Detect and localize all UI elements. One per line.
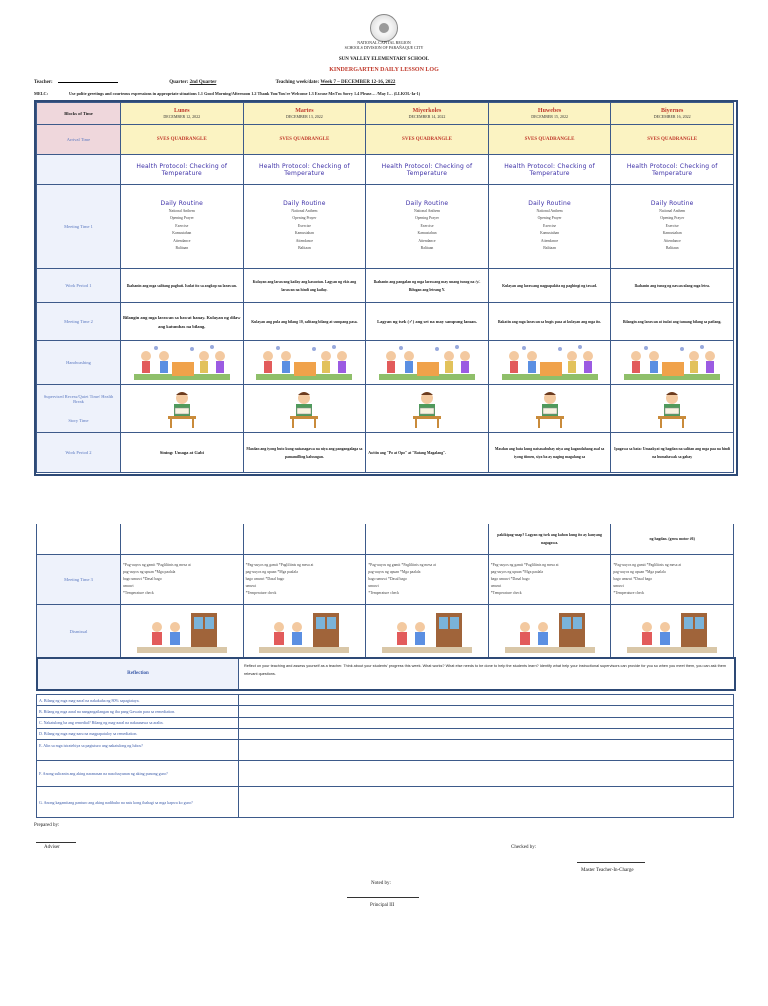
day-name: Lunes (173, 108, 190, 114)
meeting-time-3-cell (488, 554, 611, 604)
m3-item: umuwi (245, 583, 257, 588)
dismissal-art (243, 604, 366, 658)
story-time-art (121, 385, 244, 433)
principal-signature-line (347, 897, 419, 898)
day-date: DECEMBER 16, 2022 (653, 114, 691, 119)
log-title: KINDERGARTEN DAILY LESSON LOG (329, 67, 439, 73)
header-line: SCHOOLS DIVISION OF PARAÑAQUE CITY (344, 45, 424, 50)
work-period-1-label: Work Period 1 (37, 269, 121, 303)
dismissal-art (611, 604, 734, 658)
info-row (34, 80, 734, 85)
dismissal-art (121, 604, 244, 658)
daily-routine-cell (611, 185, 734, 269)
arrival-cell: SVES QUADRANGLE (366, 125, 489, 155)
question-label: A. Bilang ng mga mag-aaral na nakakuha ng 80% sapagtataya. (37, 695, 239, 706)
health-protocol-label-cell (37, 155, 121, 185)
m3-item: bago umuwi (490, 576, 510, 581)
m3-item: *Pagliliinis ng mesa at (278, 562, 314, 567)
arrival-cell: SVES QUADRANGLE (611, 125, 734, 155)
m3-item: umuwi (490, 583, 502, 588)
school-name: SUN VALLEY ELEMENTARY SCHOOL (338, 57, 430, 62)
handwashing-art (243, 341, 366, 385)
handwashing-art (611, 341, 734, 385)
carry-over-cell: pakikipag-usap? Lagyan ng tsek ang kahon kung ito ay kanyang nagagawa. (488, 524, 611, 554)
day-header-tuesday (243, 103, 366, 125)
m3-item: bago umuwi (368, 576, 388, 581)
meeting-time-2-cell: Bilangin ang larawan at isulat ang tamang bilang sa patlang. (611, 303, 734, 341)
melc-text: Use polite greetings and courteous expressions in appropriate situations 1.1 Good Morning/Afternoon 1.2 Thank You/You're Welcome 1.3 Excuse Me/I'm Sorry 1.4 Please… /May I… (LLKOL-Ia-1) (69, 91, 421, 96)
m3-item: *Pag-uuyos ng gamit (490, 562, 524, 567)
m3-item: pag-uuyos ng upuan (613, 569, 645, 574)
routine-item: Opening Prayer (292, 216, 317, 221)
reflection-label: Reflection (127, 671, 149, 676)
prepared-by: Prepared by: (34, 823, 60, 828)
story-time-art (243, 385, 366, 433)
m3-item: *Pag-uuyos ng gamit (368, 562, 401, 567)
question-label: F. Anong suliranin ang aking naranasan na nasolusyunan ng aking punong guro? (37, 760, 239, 787)
m3-item: *Pagliliinis ng mesa at (156, 562, 191, 567)
dismissal-art (488, 604, 611, 658)
lesson-log-table-page2 (36, 524, 734, 659)
daily-routine-title: Daily Routine (160, 200, 204, 208)
m3-item: *Dasal bago (510, 576, 530, 581)
m3-item: *Temperature check (613, 590, 645, 595)
routine-item: Balitaan (175, 246, 189, 251)
answer-field[interactable] (239, 787, 734, 818)
answer-field[interactable] (239, 728, 734, 739)
m3-item: *Pag-uuyos ng gamit (245, 562, 278, 567)
meeting-time-1-label: Meeting Time 1 (37, 185, 121, 269)
day-header-thursday (488, 103, 611, 125)
checked-by: Checked by: (511, 845, 537, 850)
m3-item: pag-uuyos ng upuan (123, 569, 154, 574)
meeting-time-2-cell: Bakatin ang mga larawan sa bugis pasa at kulayan ang mga ito. (488, 303, 611, 341)
health-protocol-cell: Health Protocol: Checking of Temperature (488, 155, 611, 185)
arrival-cell: SVES QUADRANGLE (121, 125, 244, 155)
day-date: DECEMBER 12, 2022 (163, 114, 201, 119)
work-period-1-cell: Ikahanin ang pangalan ng mga larawang may unang tunog na /y/. Bilugan ang letrang Y. (366, 269, 489, 303)
m3-item: *Mga paalala (522, 569, 544, 574)
carry-over-cell (121, 524, 244, 554)
routine-item: Balitaan (298, 246, 311, 251)
teacher-label: Teacher: (34, 80, 53, 85)
routine-item: Opening Prayer (537, 216, 562, 221)
routine-item: Exercise (175, 223, 189, 228)
health-protocol-cell: Health Protocol: Checking of Temperature (366, 155, 489, 185)
routine-item: Exercise (420, 223, 434, 228)
routine-item: Exercise (665, 223, 679, 228)
reflection-text: Reflect on your teaching and assess yourself as a teacher. Think about your students' progress this week. What works? What else needs to be done to help the students learn? Identify what help your instructional supervisors can provide for you so when you meet them, you can ask them relevant questions. (244, 664, 727, 676)
daily-routine-cell (366, 185, 489, 269)
meeting-time-2-label: Meeting Time 2 (37, 303, 121, 341)
health-protocol-cell: Health Protocol: Checking of Temperature (121, 155, 244, 185)
day-date: DECEMBER 14, 2022 (408, 114, 446, 119)
work-period-2-cell: Ipagawa sa bata: Umaakyat ng hagdan na salitan ang mga paa na hindi na humahawak sa gabay (611, 433, 734, 473)
routine-item: Kamustahan (662, 231, 682, 236)
m3-item: bago umuwi (613, 576, 633, 581)
work-period-2-cell: Awitin ang "Po at Opo" at "Batang Magalang". (366, 433, 489, 473)
m3-item: umuwi (368, 583, 379, 588)
week-value: Week 7 – DECEMBER 12-16, 2022 (320, 80, 396, 85)
reflection-box (36, 657, 736, 691)
m3-item: *Pagliliinis ng mesa at (524, 562, 559, 567)
daily-routine-title: Daily Routine (283, 200, 326, 208)
meeting-time-2-cell: Bilangin ang mga larawan sa bawat hanay. Kulayan ng dilaw ang katumbas na bilang. (121, 303, 244, 341)
story-time-art (488, 385, 611, 433)
blocks-of-time-header: Blocks of Time (37, 103, 121, 125)
meeting-time-3-cell (243, 554, 366, 604)
day-date: DECEMBER 15, 2022 (531, 114, 568, 119)
m3-item: umuwi (613, 583, 624, 588)
day-header-monday (121, 103, 244, 125)
health-protocol-cell: Health Protocol: Checking of Temperature (611, 155, 734, 185)
day-name: Huwebes (537, 108, 562, 114)
answer-field[interactable] (239, 717, 734, 728)
principal-label: Principal III (370, 903, 395, 908)
m3-item: *Mga paalala (154, 569, 176, 574)
day-name: Miyerkoles (412, 108, 442, 114)
work-period-2-cell: Sining: Umaga at Gabi (121, 433, 244, 473)
day-name: Martes (295, 108, 314, 114)
routine-item: National Anthem (413, 208, 440, 213)
answer-field[interactable] (239, 695, 734, 706)
m3-item: *Temperature check (123, 590, 154, 595)
week-label: Teaching week/date: (275, 80, 320, 85)
m3-item: *Mga paalala (645, 569, 666, 574)
routine-item: Balitaan (420, 246, 434, 251)
work-period-2-cell: Masdan ang bata kung naisasabuhay niya ang kagandahang asal sa iyong tiimen, siya ba ay naging magalang sa (488, 433, 611, 473)
handwashing-art (488, 341, 611, 385)
routine-item: Balitaan (543, 246, 556, 251)
handwashing-art (121, 341, 244, 385)
header-line: NATIONAL CAPITAL REGION (357, 40, 411, 45)
daily-routine-cell (121, 185, 244, 269)
routine-item: Attendance (540, 238, 559, 243)
routine-item: Exercise (297, 223, 311, 228)
m3-item: *Mga paalala (277, 569, 298, 574)
routine-item: Opening Prayer (169, 216, 194, 221)
m3-item: bago umuwi (245, 576, 265, 581)
routine-item: Kamustahan (417, 231, 437, 236)
m3-item: *Pag-uuyos ng gamit (123, 562, 156, 567)
m3-item: *Dasal bago (142, 576, 162, 581)
answer-field[interactable] (239, 760, 734, 787)
quarter-label: Quarter: (169, 80, 189, 85)
teacher-field[interactable] (58, 82, 118, 83)
m3-item: *Dasal bago (388, 576, 407, 581)
master-teacher-signature-line (577, 862, 645, 863)
m3-item: umuwi (123, 583, 134, 588)
handwashing-label: Handwashing (37, 341, 121, 385)
routine-item: Kamustahan (172, 231, 192, 236)
work-period-1-cell: Kulayan ang larawang nagpapakita ng paghingi ng tawad. (488, 269, 611, 303)
m3-item: *Pagliliinis ng mesa at (401, 562, 436, 567)
day-date: DECEMBER 13, 2022 (286, 114, 323, 119)
meeting-time-2-cell: Kulayan ang pula ang bilang 10, salitang bilang at sumpang pasa. (243, 303, 366, 341)
melc-row (34, 91, 734, 96)
carry-over-cell (243, 524, 366, 554)
reflection-questions (36, 694, 734, 818)
routine-item: Kamustahan (294, 231, 314, 236)
story-time-label: Story Time (68, 418, 89, 423)
question-label: G. Anong kagamitang panturo ang aking nadibuho na nais kong ibahagi sa mga kapwa ko guro? (37, 787, 239, 818)
day-header-friday (611, 103, 734, 125)
work-period-1-cell: Kulayan ang larawang kailay ang kasuotan. Lagyan ng ekis ang larawan na hindi ang kailay. (243, 269, 366, 303)
story-time-art (366, 385, 489, 433)
work-period-1-cell: Ikahanin ang tunog ng nawawalang mga letra. (611, 269, 734, 303)
recess-label: Supervised Recess/Quiet Time/ Health Break (43, 394, 114, 404)
routine-item: Attendance (418, 238, 436, 243)
deped-seal (370, 14, 398, 42)
meeting-time-3-cell (611, 554, 734, 604)
routine-item: Opening Prayer (415, 216, 439, 221)
carry-over-label (37, 524, 121, 554)
answer-field[interactable] (239, 740, 734, 761)
health-protocol-cell: Health Protocol: Checking of Temperature (243, 155, 366, 185)
question-label: E. Alin sa mga istratehiya sa pagtuturo ang nakatulong ng lubos? (37, 740, 239, 761)
m3-item: *Pag-uuyos ng gamit (613, 562, 646, 567)
question-label: D. Bilang ng mga mag-aaru na magpapatuloy sa remediation. (37, 728, 239, 739)
answer-field[interactable] (239, 706, 734, 717)
daily-routine-title: Daily Routine (405, 200, 449, 208)
routine-item: National Anthem (659, 208, 686, 213)
routine-item: Exercise (543, 223, 557, 228)
question-label: B. Bilang ng mga aaral na nangangailangan ng iba pang Gawain para sa remediation. (37, 706, 239, 717)
meeting-time-3-cell (121, 554, 244, 604)
day-header-wednesday (366, 103, 489, 125)
dismissal-label: Dismissal (37, 604, 121, 658)
daily-routine-cell (243, 185, 366, 269)
routine-item: National Anthem (168, 208, 195, 213)
recess-story-label (37, 385, 121, 433)
dismissal-art (366, 604, 489, 658)
m3-item: *Temperature check (368, 590, 400, 595)
arrival-cell: SVES QUADRANGLE (243, 125, 366, 155)
m3-item: *Dasal bago (265, 576, 285, 581)
meeting-time-3-label: Meeting Time 3 (37, 554, 121, 604)
adviser-label: Adviser (44, 845, 60, 850)
work-period-2-label: Work Period 2 (37, 433, 121, 473)
routine-item: Attendance (663, 238, 681, 243)
m3-item: pag-uuyos ng upuan (368, 569, 399, 574)
arrival-time-label: Arrival Time (37, 125, 121, 155)
carry-over-cell (366, 524, 489, 554)
noted-by: Noted by: (371, 881, 391, 886)
meeting-time-2-cell: Lagyan ng tsek (✓) ang set na may sampung laman. (366, 303, 489, 341)
routine-item: National Anthem (291, 208, 318, 213)
routine-item: Kamustahan (540, 231, 560, 236)
daily-routine-cell (488, 185, 611, 269)
m3-item: pag-uuyos ng upuan (490, 569, 522, 574)
work-period-1-cell: Ikahanin ang mga salitang pagbati. Isulat ito sa angkop na larawan. (121, 269, 244, 303)
routine-item: Balitaan (665, 246, 679, 251)
question-label: C. Nakatulong ba ang remedial? Bilang ng mag-aaral na nakaunawa sa aralin. (37, 717, 239, 728)
handwashing-art (366, 341, 489, 385)
m3-item: *Mga paalala (399, 569, 421, 574)
arrival-cell: SVES QUADRANGLE (488, 125, 611, 155)
m3-item: pag-uuyos ng upuan (245, 569, 277, 574)
school-header-lines (284, 40, 484, 50)
lesson-log-table (36, 102, 734, 473)
meeting-time-3-cell (366, 554, 489, 604)
daily-routine-title: Daily Routine (650, 200, 694, 208)
quarter-value: 2nd Quarter (189, 80, 217, 85)
m3-item: *Temperature check (245, 590, 277, 595)
master-teacher-label: Master Teacher-In-Charge (581, 868, 634, 873)
m3-item: *Dasal bago (633, 576, 653, 581)
story-time-art (611, 385, 734, 433)
routine-item: Opening Prayer (660, 216, 685, 221)
routine-item: National Anthem (536, 208, 563, 213)
m3-item: *Pagliliinis ng mesa at (646, 562, 682, 567)
work-period-2-cell: Masdan ang iyong buto kung naisasagawa na niya ang pangangalaga sa pamamilling kalusugan. (243, 433, 366, 473)
reflection-label-cell (38, 659, 239, 689)
carry-over-cell: ng hagdan. (gross motor #6) (611, 524, 734, 554)
day-name: Biyernes (661, 108, 684, 114)
m3-item: *Temperature check (490, 590, 522, 595)
m3-item: bago umuwi (123, 576, 142, 581)
daily-routine-title: Daily Routine (528, 200, 571, 208)
routine-item: Attendance (173, 238, 191, 243)
adviser-signature-line (36, 842, 76, 843)
routine-item: Attendance (295, 238, 314, 243)
melc-label: MELC: (34, 91, 48, 96)
